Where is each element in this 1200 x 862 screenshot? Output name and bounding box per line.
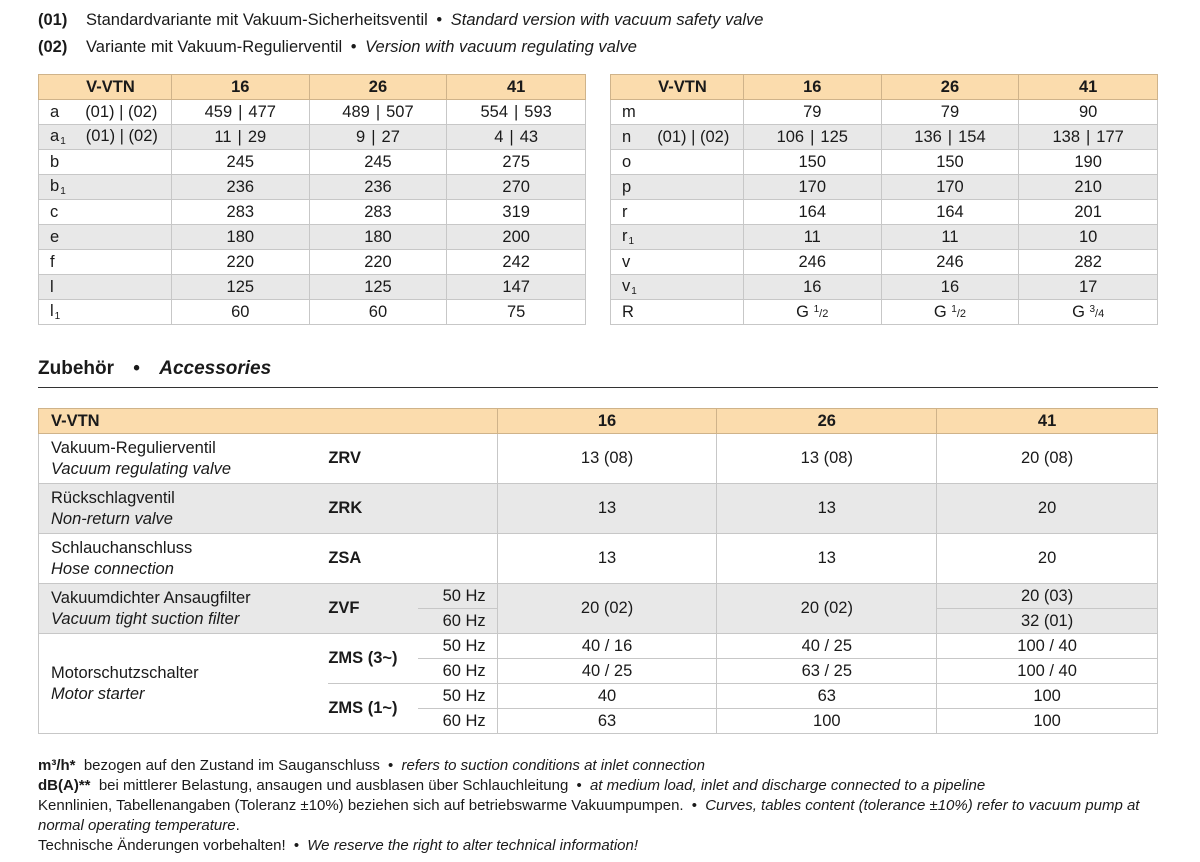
value-41: 270: [447, 175, 586, 200]
value-41: 90: [1019, 100, 1158, 125]
footnote-en: at medium load, inlet and discharge connected to a pipeline: [589, 777, 986, 794]
dimension-subscript: 1: [631, 286, 637, 297]
dimension-label: a: [50, 127, 60, 145]
dimension-label: b: [50, 177, 60, 195]
fraction-numerator: 3: [1089, 303, 1096, 315]
dimension-label: m: [622, 102, 636, 121]
name-de: Schlauchanschluss: [51, 538, 193, 557]
frequency: 60 Hz: [418, 609, 497, 634]
dimension-label-cell: [39, 150, 172, 175]
dimension-row: [39, 150, 586, 175]
dimension-row: [39, 300, 586, 325]
dimension-label-cell: [39, 275, 172, 300]
value-26: 170: [881, 175, 1019, 200]
variant-code: (01): [38, 11, 68, 29]
fraction-denominator: /2: [956, 307, 967, 320]
value-16: 220: [171, 250, 309, 275]
variant-de: Standardvariante mit Vakuum-Sicherheitsventil: [86, 11, 428, 29]
header-16: 16: [743, 75, 881, 100]
value-26: 20 (02): [717, 584, 937, 634]
accessory-name: [39, 484, 329, 534]
value-16: 283: [171, 200, 309, 225]
dimension-label-cell: [611, 100, 744, 125]
value-16: 13 (08): [497, 434, 717, 484]
header-model: V-VTN: [39, 75, 172, 100]
dimension-row: [611, 300, 1158, 325]
value-16: 245: [171, 150, 309, 175]
frequency: 50 Hz: [418, 584, 497, 609]
value-26: 13: [717, 484, 937, 534]
footnote-key: dB(A)**: [38, 777, 91, 794]
value-part: 154: [958, 127, 986, 146]
value-16: [743, 300, 881, 325]
thread-fraction: [951, 303, 967, 320]
value-41: 147: [447, 275, 586, 300]
value-separator: |: [509, 127, 514, 146]
accessory-row-zrv: [39, 434, 1158, 484]
header-model: V-VTN: [611, 75, 744, 100]
dimension-label-cell: [39, 175, 172, 200]
dimension-label-cell: [39, 300, 172, 325]
accessory-name: [39, 434, 329, 484]
value-part: 43: [519, 127, 539, 146]
thread-fraction: [1089, 303, 1105, 320]
value-26: 283: [309, 200, 447, 225]
value-16: 236: [171, 175, 309, 200]
accessory-code: ZRV: [328, 434, 418, 484]
thread-fraction: [813, 303, 829, 320]
value-part: 554: [480, 102, 508, 121]
name-de: Vakuum-Regulierventil: [51, 438, 216, 457]
dimension-row: [611, 225, 1158, 250]
fraction-numerator: 1: [951, 303, 957, 315]
value-41: 75: [447, 300, 586, 325]
accessory-code: ZVF: [328, 584, 418, 634]
value-16: [171, 125, 309, 150]
bullet: •: [388, 757, 394, 774]
dimension-subscript: 1: [628, 236, 635, 247]
dimension-label-cell: [611, 250, 744, 275]
dimension-label-cell: [39, 225, 172, 250]
value-separator: |: [237, 127, 242, 146]
bullet: •: [691, 797, 698, 814]
footnote-flow: [38, 756, 1168, 776]
value-separator: |: [371, 127, 376, 146]
footnote-noise: [38, 776, 1168, 796]
value-41: [447, 125, 586, 150]
accessory-row-zsa: [39, 534, 1158, 584]
value-26: 40 / 25: [717, 634, 937, 659]
dimension-label: b: [50, 152, 60, 171]
footnote-rights: [38, 836, 1168, 856]
value-41: 100 / 40: [937, 634, 1158, 659]
dimension-row: [611, 200, 1158, 225]
variant-legend: [38, 7, 764, 61]
value-part: 138: [1052, 127, 1080, 146]
value-16: 20 (02): [497, 584, 717, 634]
thread-prefix: G: [1072, 302, 1090, 321]
value-separator: |: [514, 102, 519, 121]
value-26: 164: [881, 200, 1019, 225]
frequency: 60 Hz: [418, 659, 497, 684]
value-26: 79: [881, 100, 1019, 125]
value-41: 100: [937, 709, 1158, 734]
freq-empty: [418, 534, 497, 584]
value-41: 275: [447, 150, 586, 175]
value-26: 125: [309, 275, 447, 300]
dimension-label: o: [622, 152, 632, 171]
value-16: 40 / 16: [497, 634, 717, 659]
name-en: Motor starter: [51, 684, 145, 703]
value-41: 20 (03): [937, 584, 1158, 609]
value-separator: |: [810, 127, 815, 146]
dimension-row: [39, 200, 586, 225]
name-en: Vacuum regulating valve: [51, 459, 232, 478]
footnote-en: refers to suction conditions at inlet connection: [401, 757, 705, 774]
value-16: 40: [497, 684, 717, 709]
value-part: 593: [524, 102, 552, 121]
value-16: 40 / 25: [497, 659, 717, 684]
accessories-heading-en: Accessories: [159, 358, 272, 379]
value-16: 170: [743, 175, 881, 200]
value-part: 27: [381, 127, 400, 146]
value-separator: |: [375, 102, 381, 121]
dimension-label-cell: [39, 250, 172, 275]
dimension-row: [611, 125, 1158, 150]
header-41: 41: [937, 409, 1158, 434]
header-16: 16: [497, 409, 717, 434]
value-16: [171, 100, 309, 125]
variant-01: [38, 7, 764, 34]
value-41: 17: [1019, 275, 1158, 300]
value-16: 16: [743, 275, 881, 300]
header-26: 26: [717, 409, 937, 434]
name-en: Non-return valve: [51, 509, 173, 528]
value-41: 319: [447, 200, 586, 225]
dimension-subscript: 1: [60, 136, 66, 147]
variant-code: (02): [38, 38, 68, 56]
freq-empty: [418, 434, 497, 484]
footnote-en: Curves, tables content (tolerance ±10%) refer to vacuum pump at normal operating temperature: [38, 797, 1140, 834]
value-26: 100: [717, 709, 937, 734]
dimension-label-cell: [611, 225, 744, 250]
dimension-label-cell: [39, 200, 172, 225]
variant-label: (01) | (02): [85, 127, 158, 145]
dimension-label: e: [50, 227, 60, 246]
dimension-label: r: [622, 202, 628, 221]
value-part: 477: [248, 102, 276, 121]
footnotes: [38, 756, 1168, 856]
value-part: 507: [386, 102, 414, 121]
dimensions-table-left: [38, 74, 586, 325]
dimension-label-cell: [39, 125, 172, 150]
value-26: 60: [309, 300, 447, 325]
variant-en: Version with vacuum regulating valve: [365, 38, 637, 56]
accessories-table: [38, 408, 1158, 734]
dimension-row: [611, 175, 1158, 200]
value-41: 20 (08): [937, 434, 1158, 484]
name-en: Hose connection: [51, 559, 174, 578]
value-16: 246: [743, 250, 881, 275]
value-16: 125: [171, 275, 309, 300]
value-part: 29: [247, 127, 267, 146]
value-41: 190: [1019, 150, 1158, 175]
value-41: 201: [1019, 200, 1158, 225]
value-26: 180: [309, 225, 447, 250]
value-26: 150: [881, 150, 1019, 175]
dimension-row: [39, 275, 586, 300]
value-26: [881, 300, 1019, 325]
accessory-code: ZSA: [328, 534, 418, 584]
dimensions-table-right: [610, 74, 1158, 325]
value-26: 245: [309, 150, 447, 175]
header-26: 26: [881, 75, 1019, 100]
value-41: [1019, 125, 1158, 150]
dimension-row: [611, 100, 1158, 125]
value-16: 13: [497, 534, 717, 584]
dimension-label: a: [50, 102, 60, 121]
bullet: •: [293, 837, 300, 854]
value-41: [1019, 300, 1158, 325]
value-16: 13: [497, 484, 717, 534]
value-part: 9: [356, 127, 366, 146]
footnote-de: bezogen auf den Zustand im Sauganschluss: [83, 757, 380, 774]
value-part: 489: [342, 102, 370, 121]
value-part: 459: [204, 102, 233, 121]
value-26: [309, 100, 447, 125]
value-26: 63: [717, 684, 937, 709]
value-26: 63 / 25: [717, 659, 937, 684]
footnote-de: Kennlinien, Tabellenangaben (Toleranz ±10%) beziehen sich auf betriebswarme Vakuumpumpen.: [38, 797, 684, 814]
dimension-subscript: 1: [54, 311, 61, 322]
thread-prefix: G: [796, 302, 814, 321]
variant-de: Variante mit Vakuum-Regulierventil: [86, 38, 343, 56]
footnote-de: bei mittlerer Belastung, ansaugen und ausblasen über Schlauchleitung: [98, 777, 569, 794]
value-16: [743, 125, 881, 150]
value-41: 100: [937, 684, 1158, 709]
value-part: 106: [776, 127, 805, 146]
accessory-row-zvf-50: [39, 584, 1158, 609]
dimension-row: [39, 100, 586, 125]
name-de: Motorschutzschalter: [51, 663, 199, 682]
value-16: 150: [743, 150, 881, 175]
thread-prefix: G: [933, 302, 952, 321]
value-part: 125: [820, 127, 848, 146]
value-41: 20: [937, 484, 1158, 534]
variant-label: (01) | (02): [85, 102, 158, 121]
header-model: V-VTN: [39, 409, 498, 434]
dimension-label-cell: [611, 150, 744, 175]
value-26: [309, 125, 447, 150]
value-26: 236: [309, 175, 447, 200]
value-41: 32 (01): [937, 609, 1158, 634]
accessory-name: [39, 634, 329, 734]
footnote-tolerance: Kennlinien, Tabellenangaben (Toleranz ±10%) beziehen sich auf betriebswarme Vakuumpumpen. • Curves, tables content (tolerance ±10%) refer to vacuum pump at normal operating temperature.: [38, 797, 1140, 834]
dimension-row: [39, 125, 586, 150]
value-part: 136: [914, 127, 942, 146]
accessory-name: [39, 534, 329, 584]
dimension-label-cell: [611, 175, 744, 200]
header-16: 16: [171, 75, 309, 100]
dimension-label-cell: [39, 100, 172, 125]
value-16: 60: [171, 300, 309, 325]
accessories-heading-de: Zubehör: [38, 358, 114, 379]
name-en: Vacuum tight suction filter: [51, 609, 240, 628]
value-16: 164: [743, 200, 881, 225]
variant-02: [38, 34, 764, 61]
accessory-code: ZRK: [328, 484, 418, 534]
dimension-label: R: [622, 302, 634, 321]
footnote-key: m³/h*: [38, 757, 76, 774]
value-part: 4: [494, 127, 504, 146]
value-26: 11: [881, 225, 1019, 250]
dimension-label: c: [50, 202, 59, 221]
dimension-label: v: [622, 252, 631, 271]
value-41: 10: [1019, 225, 1158, 250]
value-41: 210: [1019, 175, 1158, 200]
dimension-row: [611, 150, 1158, 175]
accessory-row-zrk: [39, 484, 1158, 534]
value-26: [881, 125, 1019, 150]
dimension-row: [39, 250, 586, 275]
footnote-en: We reserve the right to alter technical information!: [307, 837, 639, 854]
accessory-row-zms3-50: [39, 634, 1158, 659]
fraction-denominator: /4: [1095, 307, 1105, 320]
freq-empty: [418, 484, 497, 534]
bullet: •: [350, 38, 357, 56]
frequency: 60 Hz: [418, 709, 497, 734]
value-part: 177: [1096, 127, 1124, 146]
name-de: Rückschlagventil: [51, 488, 175, 507]
name-de: Vakuumdichter Ansaugfilter: [51, 588, 251, 607]
dimension-label-cell: [611, 200, 744, 225]
value-16: 11: [743, 225, 881, 250]
accessory-name: [39, 584, 329, 634]
dimension-label: n: [622, 127, 632, 146]
header-41: 41: [447, 75, 586, 100]
dimension-label: f: [50, 252, 55, 271]
accessory-code: ZMS (3~): [328, 634, 418, 684]
value-separator: |: [947, 127, 953, 146]
dimension-label: v: [622, 277, 631, 295]
value-26: 13 (08): [717, 434, 937, 484]
value-41: 282: [1019, 250, 1158, 275]
value-16: 180: [171, 225, 309, 250]
value-41: 100 / 40: [937, 659, 1158, 684]
frequency: 50 Hz: [418, 634, 497, 659]
variant-label: (01) | (02): [657, 127, 730, 146]
value-16: 79: [743, 100, 881, 125]
bullet: •: [576, 777, 582, 794]
value-26: 13: [717, 534, 937, 584]
frequency: 50 Hz: [418, 684, 497, 709]
value-26: 220: [309, 250, 447, 275]
fraction-denominator: /2: [819, 307, 829, 320]
value-26: 16: [881, 275, 1019, 300]
value-41: 200: [447, 225, 586, 250]
dimension-label: r: [622, 227, 628, 245]
dimension-label: p: [622, 177, 632, 196]
value-16: 63: [497, 709, 717, 734]
accessory-code: ZMS (1~): [328, 684, 418, 734]
dimension-label: l: [50, 277, 54, 296]
fraction-numerator: 1: [813, 303, 820, 315]
bullet: •: [436, 11, 443, 29]
value-26: 246: [881, 250, 1019, 275]
value-41: 242: [447, 250, 586, 275]
dimension-row: [39, 225, 586, 250]
header-26: 26: [309, 75, 447, 100]
dimension-label-cell: [611, 300, 744, 325]
header-41: 41: [1019, 75, 1158, 100]
accessories-heading: [38, 358, 1158, 388]
dimension-label-cell: [611, 125, 744, 150]
value-41: 20: [937, 534, 1158, 584]
value-41: [447, 100, 586, 125]
value-part: 11: [214, 127, 232, 146]
value-separator: |: [238, 102, 243, 121]
variant-en: Standard version with vacuum safety valve: [450, 11, 764, 29]
footnote-de: Technische Änderungen vorbehalten!: [38, 837, 286, 854]
dimension-label-cell: [611, 275, 744, 300]
dimension-row: [39, 175, 586, 200]
bullet: •: [133, 358, 140, 379]
value-separator: |: [1086, 127, 1091, 146]
dimension-label: l: [50, 302, 54, 320]
dimension-row: [611, 250, 1158, 275]
dimension-subscript: 1: [60, 186, 66, 197]
dimension-row: [611, 275, 1158, 300]
